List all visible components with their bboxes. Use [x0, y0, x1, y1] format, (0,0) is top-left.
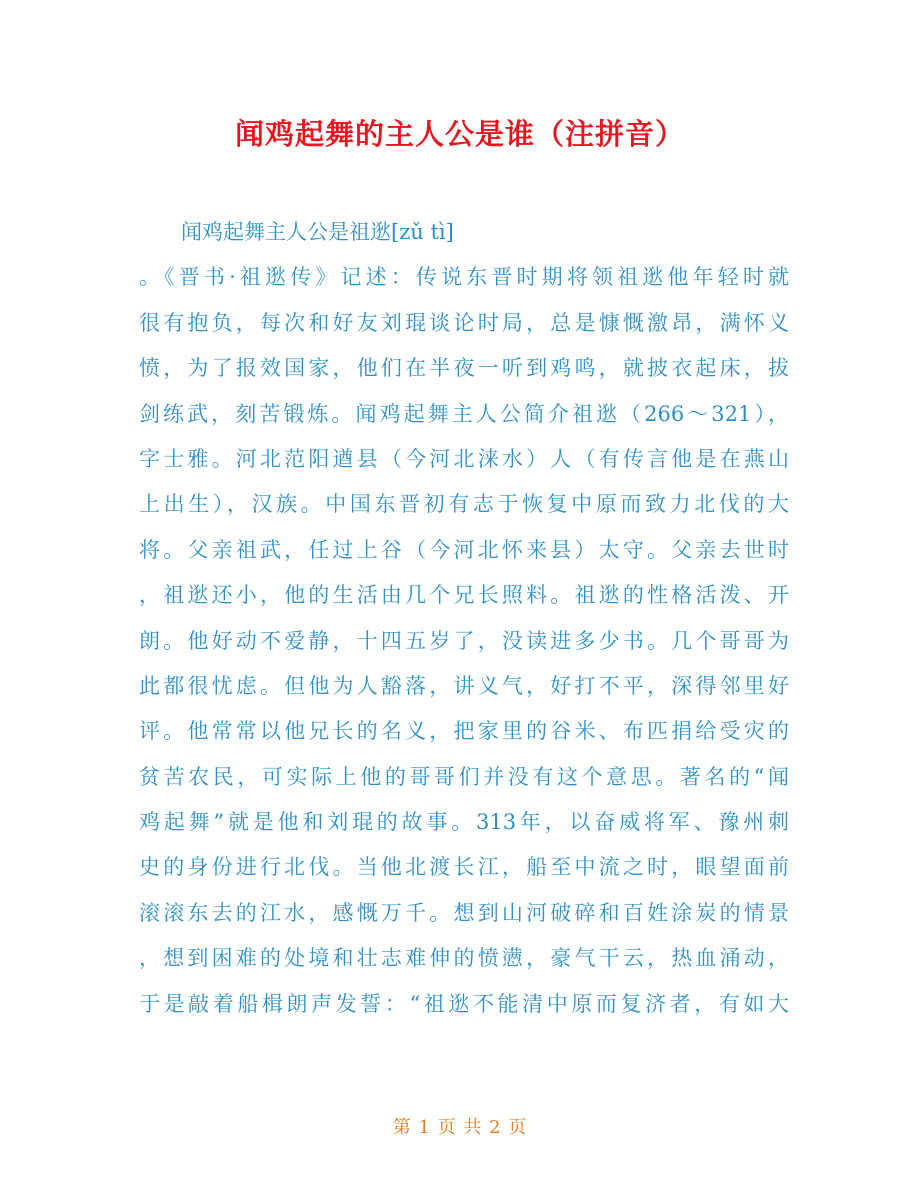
body-line: 剑练武，刻苦锻炼。闻鸡起舞主人公简介祖逖（266～321）， [139, 401, 789, 426]
body-line: 。《晋书·祖逖传》记述：传说东晋时期将领祖逖他年轻时就 [139, 265, 789, 290]
body-line: 史的身份进行北伐。当他北渡长江，船至中流之时，眼望面前 [139, 855, 789, 880]
document-title: 闻鸡起舞的主人公是谁（注拼音） [234, 117, 685, 151]
body-line: ，想到困难的处境和壮志难伸的愤懑，豪气干云，热血涌动， [139, 946, 789, 971]
body-line: 将。父亲祖武，任过上谷（今河北怀来县）太守。父亲去世时 [139, 537, 789, 562]
body-line: 贫苦农民，可实际上他的哥哥们并没有这个意思。著名的“闻 [139, 764, 789, 789]
body-line: ，祖逖还小，他的生活由几个兄长照料。祖逖的性格活泼、开 [139, 583, 789, 608]
body-line: 于是敲着船楫朗声发誓：“祖逖不能清中原而复济者，有如大 [139, 991, 789, 1016]
body-line: 评。他常常以他兄长的名义，把家里的谷米、布匹捐给受灾的 [139, 719, 789, 744]
body-line: 闻鸡起舞主人公是祖逖[zǔ tì] [181, 220, 454, 244]
body-line: 愤，为了报效国家，他们在半夜一听到鸡鸣，就披衣起床，拔 [139, 356, 789, 381]
body-line: 上出生），汉族。中国东晋初有志于恢复中原而致力北伐的大 [139, 492, 789, 517]
body-line: 朗。他好动不爱静，十四五岁了，没读进多少书。几个哥哥为 [139, 628, 789, 653]
body-line: 很有抱负，每次和好友刘琨谈论时局，总是慷慨激昂，满怀义 [139, 310, 789, 335]
body-line: 此都很忧虑。但他为人豁落，讲义气，好打不平，深得邻里好 [139, 673, 789, 698]
body-line: 鸡起舞”就是他和刘琨的故事。313年，以奋威将军、豫州刺 [139, 810, 789, 835]
body-line: 字士雅。河北范阳遒县（今河北涞水）人（有传言他是在燕山 [139, 446, 789, 471]
body-line: 滚滚东去的江水，感慨万千。想到山河破碎和百姓涂炭的情景 [139, 900, 789, 925]
page-number-footer: 第 1 页 共 2 页 [392, 1117, 528, 1138]
document-body [139, 210, 789, 1027]
